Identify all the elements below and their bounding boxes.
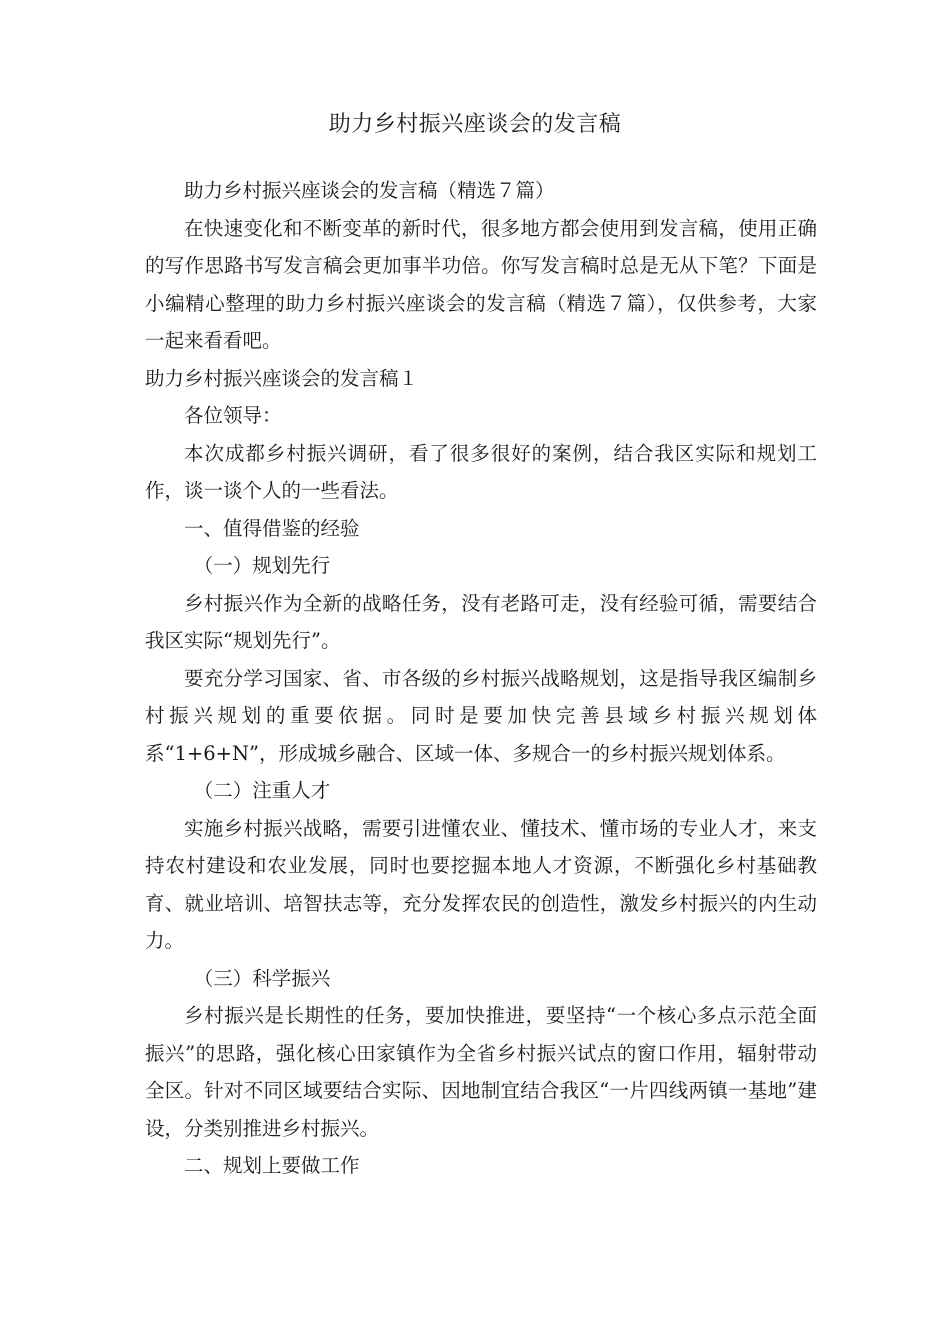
- paragraph-opening: 本次成都乡村振兴调研，看了很多很好的案例，结合我区实际和规划工作，谈一谈个人的一些看法。: [145, 441, 817, 502]
- paragraph-intro: 在快速变化和不断变革的新时代，很多地方都会使用到发言稿，使用正确的写作思路书写发言稿会更加事半功倍。你写发言稿时总是无从下笔？下面是小编精心整理的助力乡村振兴座谈会的发言稿（精选７篇），仅供参考，大家一起来看看吧。: [145, 216, 817, 352]
- paragraph-planning-first: 乡村振兴作为全新的战略任务，没有老路可走，没有经验可循，需要结合我区实际“规划先行”。: [145, 591, 817, 652]
- heading-experience: 一、值得借鉴的经验: [184, 516, 360, 540]
- document-title: 助力乡村振兴座谈会的发言稿: [328, 112, 622, 137]
- section-heading-speech-1: 助力乡村振兴座谈会的发言稿１: [145, 366, 419, 390]
- subheading-planning-first: （一）规划先行: [193, 554, 331, 577]
- subheading-scientific: （三）科学振兴: [193, 966, 331, 990]
- paragraph-subtitle: 助力乡村振兴座谈会的发言稿（精选７篇）: [184, 179, 555, 202]
- heading-planning-work: 二、规划上要做工作: [184, 1154, 360, 1177]
- paragraph-talent: 实施乡村振兴战略，需要引进懂农业、懂技术、懂市场的专业人才，来支持农村建设和农业发展，同时也要挖掘本地人才资源，不断强化乡村基础教育、就业培训、培智扶志等，充分发挥农民的创造性，激发乡村振兴的内生动力。: [145, 816, 817, 952]
- paragraph-salutation: 各位领导：: [184, 404, 282, 427]
- paragraph-scientific: 乡村振兴是长期性的任务，要加快推进，要坚持“一个核心多点示范全面振兴”的思路，强化核心田家镇作为全省乡村振兴试点的窗口作用，辐射带动全区。针对不同区域要结合实际、因地制宜结合我区“一片四线两镇一基地”建设，分类别推进乡村振兴。: [145, 1004, 817, 1140]
- subheading-talent: （二）注重人才: [193, 779, 331, 802]
- paragraph-planning-system: 要充分学习国家、省、市各级的乡村振兴战略规划，这是指导我区编制乡村振兴规划的重要依据。同时是要加快完善县域乡村振兴规划体系“1+6+N”，形成城乡融合、区域一体、多规合一的乡村振兴规划体系。: [145, 666, 817, 765]
- document-body: [145, 172, 817, 1185]
